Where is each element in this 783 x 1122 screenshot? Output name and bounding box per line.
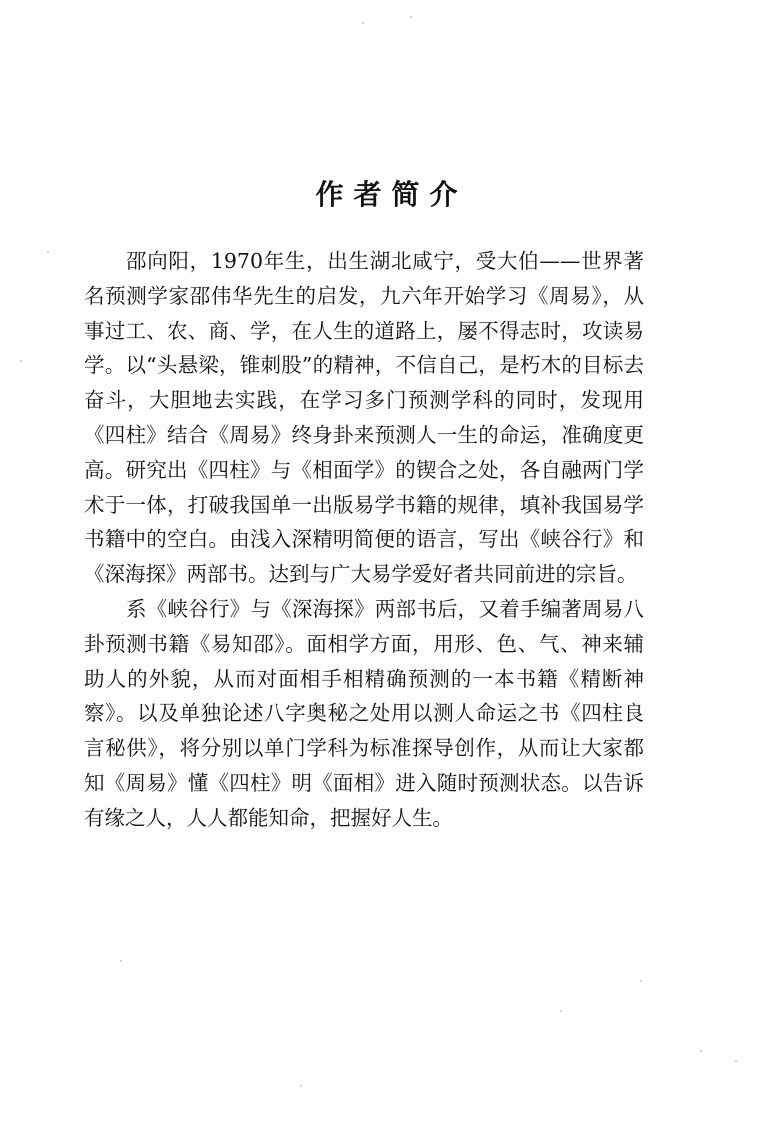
scan-speck [362, 22, 364, 24]
scan-speck [700, 1050, 702, 1052]
scan-speck [300, 1085, 302, 1087]
body-text [84, 244, 644, 836]
paragraph: 系《峡谷行》与《深海探》两部书后，又着手编著周易八卦预测书籍《易知邵》。面相学方面，用形、色、气、神来辅助人的外貌，从而对面相手相精确预测的一本书籍《精断神察》。以及单独论述八字奥秘之处用以测人命运之书《四柱良言秘供》，将分别以单门学科为标准探导创作，从而让大家都知《周易》懂《四柱》明《面相》进入随时预测状态。以告诉有缘之人，人人都能知命，把握好人生。 [84, 596, 644, 830]
page-title: 作者简介 [315, 178, 468, 211]
scan-speck [47, 251, 49, 253]
scan-speck [735, 1060, 737, 1062]
scan-speck [640, 980, 642, 982]
scan-speck [120, 960, 122, 962]
scan-speck [560, 1010, 562, 1012]
paragraph: 邵向阳，1970年生，出生湖北咸宁，受大伯——世界著名预测学家邵伟华先生的启发，九六年开始学习《周易》，从事过工、农、商、学，在人生的道路上，屡不得志时，攻读易学。以“头悬梁，锥刺股”的精神，不信自己，是朽木的目标去奋斗，大胆地去实践，在学习多门预测学科的同时，发现用《四柱》结合《周易》终身卦来预测人一生的命运，准确度更高。研究出《四柱》与《相面学》的锲合之处，各自融两门学术于一体，打破我国单一出版易学书籍的规律，填补我国易学书籍中的空白。由浅入深精明简便的语言，写出《峡谷行》和《深海探》两部书。达到与广大易学爱好者共同前进的宗旨。 [84, 249, 644, 587]
scan-speck [20, 360, 22, 362]
scan-speck [410, 16, 412, 18]
